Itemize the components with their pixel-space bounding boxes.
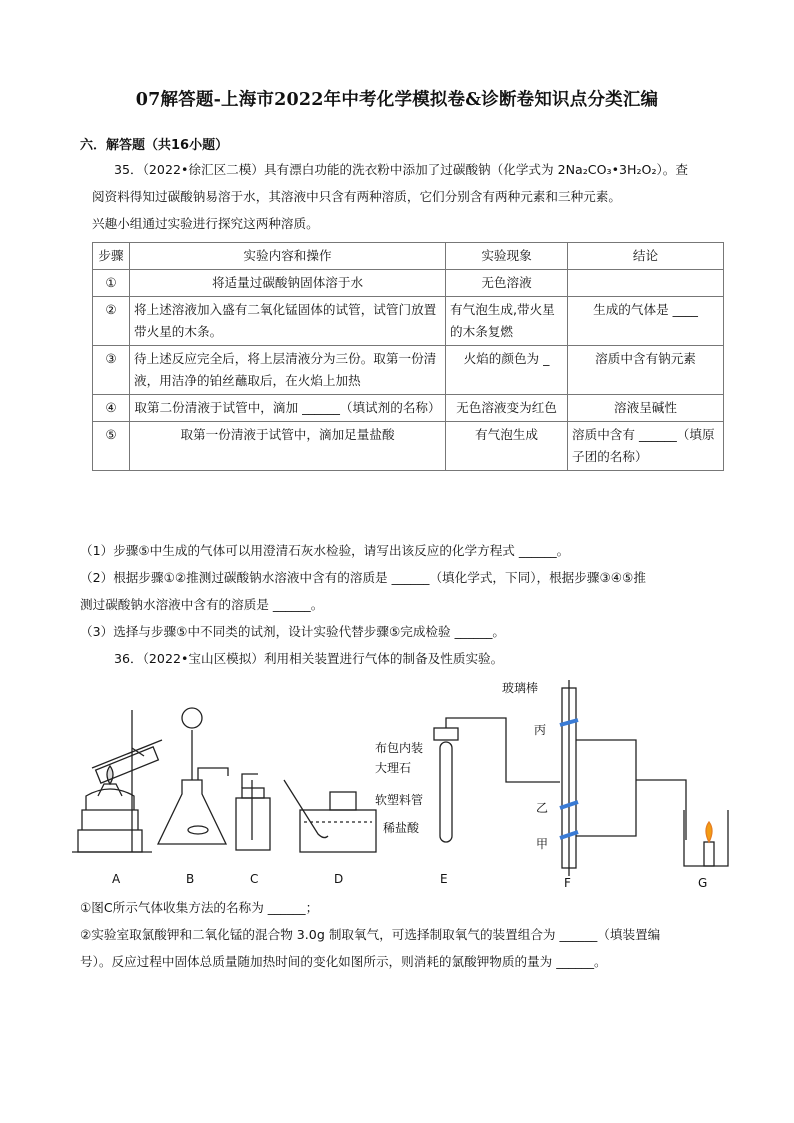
cell-content: 取第一份清液于试管中，滴加足量盐酸 (130, 422, 446, 471)
cell-conclusion: 溶质中含有钠元素 (568, 346, 724, 395)
cell-conclusion (568, 270, 724, 297)
header-phenomenon: 实验现象 (446, 243, 568, 270)
cell-step: ① (93, 270, 130, 297)
q35-line3: 兴趣小组通过实验进行探究这两种溶质。 (92, 216, 319, 231)
label-c: C (250, 872, 259, 886)
q35-sub2b: 测过碳酸钠水溶液中含有的溶质是 ______。 (80, 597, 324, 612)
cell-content: 待上述反应完全后，将上层清液分为三份。取第一份清液，用洁净的铂丝蘸取后，在火焰上加热 (130, 346, 446, 395)
apparatus-c (236, 774, 270, 850)
label-dilute-hcl: 稀盐酸 (383, 821, 420, 835)
cell-conclusion: 生成的气体是 ____ (568, 297, 724, 346)
apparatus-g (684, 810, 728, 866)
label-d: D (334, 872, 344, 886)
label-glass-rod: 玻璃棒 (502, 681, 539, 695)
table-row (93, 422, 724, 471)
label-jia: 甲 (536, 837, 549, 851)
label-f: F (564, 876, 571, 890)
header-step: 步骤 (93, 243, 130, 270)
cell-step: ③ (93, 346, 130, 395)
apparatus-d (284, 780, 376, 852)
q35-sub2a: （2）根据步骤①②推测过碳酸钠水溶液中含有的溶质是 ______（填化学式，下同），根据步骤③④⑤推 (80, 570, 646, 585)
cell-conclusion: 溶液呈碱性 (568, 395, 724, 422)
label-yi: 乙 (536, 801, 549, 815)
q36-sub2b: 号）。反应过程中固体总质量随加热时间的变化如图所示，则消耗的氯酸钾物质的量为 ______。 (80, 954, 607, 969)
q35-sub3: （3）选择与步骤⑤中不同类的试剂，设计实验代替步骤⑤完成检验 ______。 (80, 624, 506, 639)
label-a: A (112, 872, 121, 886)
header-conclusion: 结论 (568, 243, 724, 270)
cell-phenomenon: 有气泡生成 (446, 422, 568, 471)
label-cloth-marble-1: 布包内装 (375, 741, 424, 755)
table-row (93, 395, 724, 422)
cell-content: 将适量过碳酸钠固体溶于水 (130, 270, 446, 297)
table-row (93, 297, 724, 346)
cell-step: ④ (93, 395, 130, 422)
cell-content: 将上述溶液加入盛有二氧化锰固体的试管，试管门放置带火星的木条。 (130, 297, 446, 346)
cell-conclusion: 溶质中含有 ______（填原子团的名称） (568, 422, 724, 471)
table-row (93, 270, 724, 297)
cell-step: ⑤ (93, 422, 130, 471)
cell-step: ② (93, 297, 130, 346)
experiment-table (92, 242, 724, 471)
q36-line1: 36．（2022•宝山区模拟）利用相关装置进行气体的制备及性质实验。 (114, 651, 504, 666)
table-header-row (93, 243, 724, 270)
label-e: E (440, 872, 448, 886)
section-heading: 六．解答题（共16小题） (80, 138, 229, 153)
cell-content: 取第二份清液于试管中，滴加 ______（填试剂的名称） (130, 395, 446, 422)
apparatus-figure (72, 680, 732, 890)
q36-sub1: ①图C所示气体收集方法的名称为 ______； (80, 900, 319, 915)
q35-line2: 阅资料得知过碳酸钠易溶于水，其溶液中只含有两种溶质，它们分别含有两种元素和三种元素。 (92, 189, 621, 204)
q35-line1: 35．（2022•徐汇区二模）具有漂白功能的洗衣粉中添加了过碳酸钠（化学式为 2Na₂CO₃•3H₂O₂）。查 (114, 162, 688, 177)
cell-phenomenon: 无色溶液变为红色 (446, 395, 568, 422)
table-row (93, 346, 724, 395)
apparatus-a (72, 710, 162, 852)
header-content: 实验内容和操作 (130, 243, 446, 270)
label-b: B (186, 872, 195, 886)
cell-phenomenon: 无色溶液 (446, 270, 568, 297)
document-title: 07解答题-上海市2022年中考化学模拟卷&诊断卷知识点分类汇编 (135, 90, 659, 110)
label-soft-tube: 软塑料管 (375, 793, 424, 807)
apparatus-b (158, 708, 228, 844)
cell-phenomenon: 有气泡生成,带火星的木条复燃 (446, 297, 568, 346)
q35-sub1: （1）步骤⑤中生成的气体可以用澄清石灰水检验，请写出该反应的化学方程式 ______。 (80, 543, 570, 558)
label-cloth-marble-2: 大理石 (375, 761, 412, 775)
apparatus-f (560, 680, 686, 876)
label-g: G (698, 876, 708, 890)
cell-phenomenon: 火焰的颜色为 _ (446, 346, 568, 395)
q36-sub2a: ②实验室取氯酸钾和二氧化锰的混合物 3.0g 制取氧气，可选择制取氧气的装置组合为 ______（填装置编 (80, 927, 661, 942)
label-bing: 丙 (534, 723, 547, 737)
